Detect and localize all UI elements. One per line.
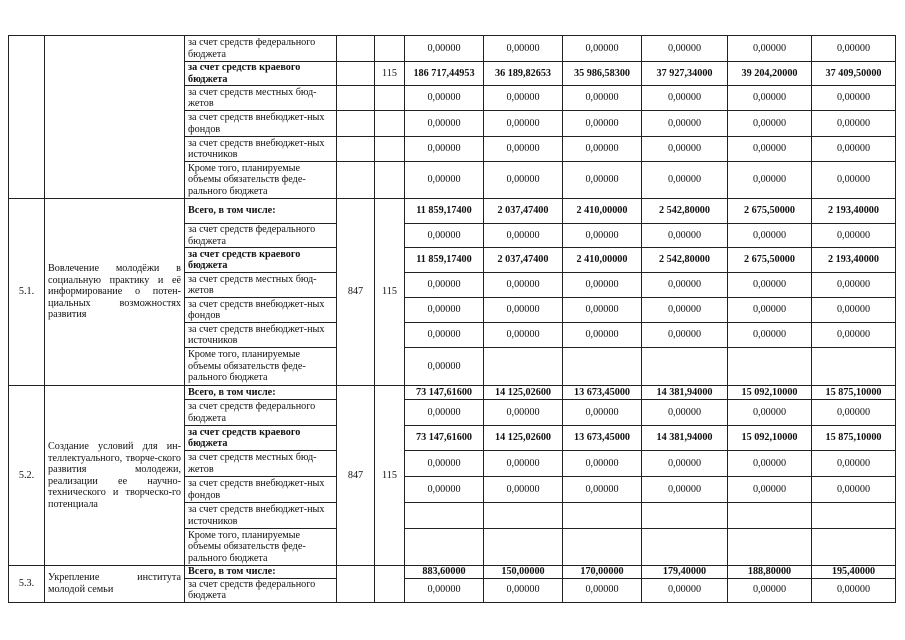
value-cell: 0,00000 (642, 162, 728, 199)
value-cell (642, 529, 728, 566)
value-cell: 0,00000 (484, 477, 563, 503)
value-cell: 0,00000 (484, 578, 563, 602)
value-cell: 0,00000 (812, 451, 896, 477)
value-cell: 0,00000 (563, 273, 642, 298)
value-cell (563, 503, 642, 529)
ministry-code (337, 566, 375, 603)
row-index-cell: 5.1. (9, 199, 45, 386)
value-cell: 37 409,50000 (812, 62, 896, 86)
value-cell (405, 503, 484, 529)
section-code (375, 86, 405, 111)
ministry-code (337, 111, 375, 137)
value-cell: 0,00000 (484, 224, 563, 248)
value-cell: 0,00000 (642, 36, 728, 62)
value-cell: 0,00000 (728, 137, 812, 162)
value-cell: 0,00000 (728, 86, 812, 111)
value-cell: 0,00000 (405, 111, 484, 137)
table-row (9, 566, 896, 579)
value-cell: 0,00000 (484, 36, 563, 62)
source-label: за счет средств внебюджет-ных источников (185, 323, 337, 348)
value-cell: 0,00000 (728, 111, 812, 137)
value-cell: 0,00000 (812, 273, 896, 298)
ministry-code: 847 (337, 386, 375, 566)
value-cell: 0,00000 (642, 323, 728, 348)
value-cell: 0,00000 (642, 298, 728, 323)
value-cell: 13 673,45000 (563, 386, 642, 400)
value-cell: 0,00000 (405, 273, 484, 298)
value-cell: 14 125,02600 (484, 386, 563, 400)
source-label: Кроме того, планируемые объемы обязательств феде-рального бюджета (185, 348, 337, 386)
value-cell: 15 092,10000 (728, 386, 812, 400)
value-cell: 0,00000 (563, 111, 642, 137)
section-code: 115 (375, 386, 405, 566)
value-cell: 0,00000 (484, 298, 563, 323)
value-cell: 0,00000 (405, 477, 484, 503)
value-cell: 73 147,61600 (405, 386, 484, 400)
value-cell: 36 189,82653 (484, 62, 563, 86)
value-cell: 0,00000 (812, 298, 896, 323)
value-cell: 0,00000 (812, 477, 896, 503)
value-cell: 2 542,80000 (642, 248, 728, 273)
table-row (9, 386, 896, 400)
value-cell (642, 503, 728, 529)
value-cell: 0,00000 (642, 137, 728, 162)
value-cell: 11 859,17400 (405, 248, 484, 273)
table-row (9, 199, 896, 224)
source-label: за счет средств внебюджет-ных фондов (185, 298, 337, 323)
value-cell: 39 204,20000 (728, 62, 812, 86)
value-cell: 0,00000 (812, 86, 896, 111)
value-cell: 0,00000 (812, 224, 896, 248)
value-cell: 0,00000 (642, 111, 728, 137)
value-cell: 188,80000 (728, 566, 812, 579)
value-cell: 15 875,10000 (812, 386, 896, 400)
source-label: за счет средств местных бюд-жетов (185, 86, 337, 111)
value-cell: 195,40000 (812, 566, 896, 579)
value-cell (812, 529, 896, 566)
value-cell: 0,00000 (642, 400, 728, 426)
value-cell: 2 675,50000 (728, 248, 812, 273)
table-row (9, 36, 896, 62)
source-label: за счет средств краевого бюджета (185, 248, 337, 273)
value-cell: 0,00000 (728, 224, 812, 248)
source-label: за счет средств краевого бюджета (185, 426, 337, 451)
source-label: за счет средств федерального бюджета (185, 224, 337, 248)
source-label: за счет средств внебюджет-ных источников (185, 503, 337, 529)
section-code: 115 (375, 199, 405, 386)
row-index-cell (9, 36, 45, 199)
value-cell: 0,00000 (405, 162, 484, 199)
value-cell: 0,00000 (812, 323, 896, 348)
value-cell: 0,00000 (563, 400, 642, 426)
value-cell: 0,00000 (812, 36, 896, 62)
value-cell: 0,00000 (484, 400, 563, 426)
value-cell: 0,00000 (484, 273, 563, 298)
value-cell: 0,00000 (405, 86, 484, 111)
source-label: Кроме того, планируемые объемы обязательств феде-рального бюджета (185, 529, 337, 566)
ministry-code (337, 162, 375, 199)
value-cell: 179,40000 (642, 566, 728, 579)
value-cell: 0,00000 (405, 36, 484, 62)
row-index-cell: 5.3. (9, 566, 45, 603)
value-cell: 2 542,80000 (642, 199, 728, 224)
section-code (375, 111, 405, 137)
value-cell: 0,00000 (563, 224, 642, 248)
value-cell: 14 381,94000 (642, 426, 728, 451)
value-cell: 0,00000 (563, 86, 642, 111)
source-label: за счет средств федерального бюджета (185, 36, 337, 62)
value-cell (728, 348, 812, 386)
value-cell: 0,00000 (563, 477, 642, 503)
source-label: Всего, в том числе: (185, 386, 337, 400)
row-index-cell: 5.2. (9, 386, 45, 566)
event-title-cell: Создание условий для ин-теллектуального, творче-ского развития молодежи, реализации ее научно-технического и творческо-го потенциала (45, 386, 185, 566)
value-cell (563, 529, 642, 566)
value-cell: 0,00000 (728, 451, 812, 477)
value-cell: 14 381,94000 (642, 386, 728, 400)
value-cell: 0,00000 (405, 323, 484, 348)
value-cell: 0,00000 (405, 451, 484, 477)
source-label: Всего, в том числе: (185, 566, 337, 579)
value-cell (728, 503, 812, 529)
value-cell: 0,00000 (405, 224, 484, 248)
budget-table (8, 35, 896, 603)
value-cell: 0,00000 (728, 36, 812, 62)
value-cell: 73 147,61600 (405, 426, 484, 451)
value-cell: 2 410,00000 (563, 199, 642, 224)
section-code (375, 36, 405, 62)
value-cell (484, 503, 563, 529)
value-cell: 2 193,40000 (812, 248, 896, 273)
value-cell: 35 986,58300 (563, 62, 642, 86)
value-cell: 2 675,50000 (728, 199, 812, 224)
value-cell: 0,00000 (405, 400, 484, 426)
value-cell: 0,00000 (563, 162, 642, 199)
source-label: за счет средств внебюджет-ных фондов (185, 477, 337, 503)
value-cell: 0,00000 (563, 578, 642, 602)
value-cell (728, 529, 812, 566)
value-cell: 0,00000 (563, 137, 642, 162)
source-label: Всего, в том числе: (185, 199, 337, 224)
value-cell: 0,00000 (563, 36, 642, 62)
value-cell: 2 037,47400 (484, 199, 563, 224)
value-cell: 2 037,47400 (484, 248, 563, 273)
value-cell: 0,00000 (405, 578, 484, 602)
value-cell: 150,00000 (484, 566, 563, 579)
ministry-code (337, 86, 375, 111)
value-cell: 0,00000 (484, 162, 563, 199)
value-cell (812, 348, 896, 386)
value-cell: 0,00000 (405, 137, 484, 162)
value-cell: 0,00000 (728, 273, 812, 298)
value-cell: 0,00000 (484, 137, 563, 162)
source-label: за счет средств федерального бюджета (185, 400, 337, 426)
source-label: за счет средств внебюджет-ных источников (185, 137, 337, 162)
value-cell: 0,00000 (728, 578, 812, 602)
event-title-cell: Вовлечение молодёжи в социальную практику и её информирование о потен-циальных возможностях развития (45, 199, 185, 386)
value-cell: 0,00000 (563, 451, 642, 477)
source-label: за счет средств краевого бюджета (185, 62, 337, 86)
value-cell: 2 410,00000 (563, 248, 642, 273)
value-cell: 0,00000 (642, 273, 728, 298)
value-cell: 0,00000 (728, 298, 812, 323)
value-cell: 0,00000 (812, 137, 896, 162)
value-cell (642, 348, 728, 386)
value-cell: 170,00000 (563, 566, 642, 579)
section-code (375, 566, 405, 603)
ministry-code: 847 (337, 199, 375, 386)
value-cell: 0,00000 (642, 451, 728, 477)
source-label: за счет средств местных бюд-жетов (185, 451, 337, 477)
section-code: 115 (375, 62, 405, 86)
value-cell: 0,00000 (405, 348, 484, 386)
value-cell: 13 673,45000 (563, 426, 642, 451)
source-label: Кроме того, планируемые объемы обязательств феде-рального бюджета (185, 162, 337, 199)
value-cell: 37 927,34000 (642, 62, 728, 86)
value-cell: 186 717,44953 (405, 62, 484, 86)
event-title-cell (45, 36, 185, 199)
value-cell: 0,00000 (812, 162, 896, 199)
event-title-cell: Укрепление института молодой семьи (45, 566, 185, 603)
value-cell: 883,60000 (405, 566, 484, 579)
value-cell (405, 529, 484, 566)
value-cell: 15 875,10000 (812, 426, 896, 451)
source-label: за счет средств внебюджет-ных фондов (185, 111, 337, 137)
value-cell: 0,00000 (642, 224, 728, 248)
value-cell: 0,00000 (642, 477, 728, 503)
value-cell: 11 859,17400 (405, 199, 484, 224)
source-label: за счет средств местных бюд-жетов (185, 273, 337, 298)
ministry-code (337, 62, 375, 86)
value-cell: 0,00000 (484, 323, 563, 348)
value-cell (563, 348, 642, 386)
value-cell: 0,00000 (812, 400, 896, 426)
value-cell: 0,00000 (728, 477, 812, 503)
value-cell: 0,00000 (642, 578, 728, 602)
value-cell: 0,00000 (563, 323, 642, 348)
value-cell: 0,00000 (484, 86, 563, 111)
value-cell (484, 348, 563, 386)
value-cell: 0,00000 (405, 298, 484, 323)
value-cell (812, 503, 896, 529)
value-cell: 0,00000 (728, 323, 812, 348)
value-cell: 0,00000 (728, 162, 812, 199)
value-cell: 15 092,10000 (728, 426, 812, 451)
section-code (375, 162, 405, 199)
value-cell (484, 529, 563, 566)
ministry-code (337, 137, 375, 162)
source-label: за счет средств федерального бюджета (185, 578, 337, 602)
value-cell: 0,00000 (563, 298, 642, 323)
value-cell: 0,00000 (484, 111, 563, 137)
value-cell: 14 125,02600 (484, 426, 563, 451)
ministry-code (337, 36, 375, 62)
value-cell: 0,00000 (484, 451, 563, 477)
value-cell: 2 193,40000 (812, 199, 896, 224)
value-cell: 0,00000 (812, 111, 896, 137)
value-cell: 0,00000 (728, 400, 812, 426)
value-cell: 0,00000 (812, 578, 896, 602)
section-code (375, 137, 405, 162)
value-cell: 0,00000 (642, 86, 728, 111)
